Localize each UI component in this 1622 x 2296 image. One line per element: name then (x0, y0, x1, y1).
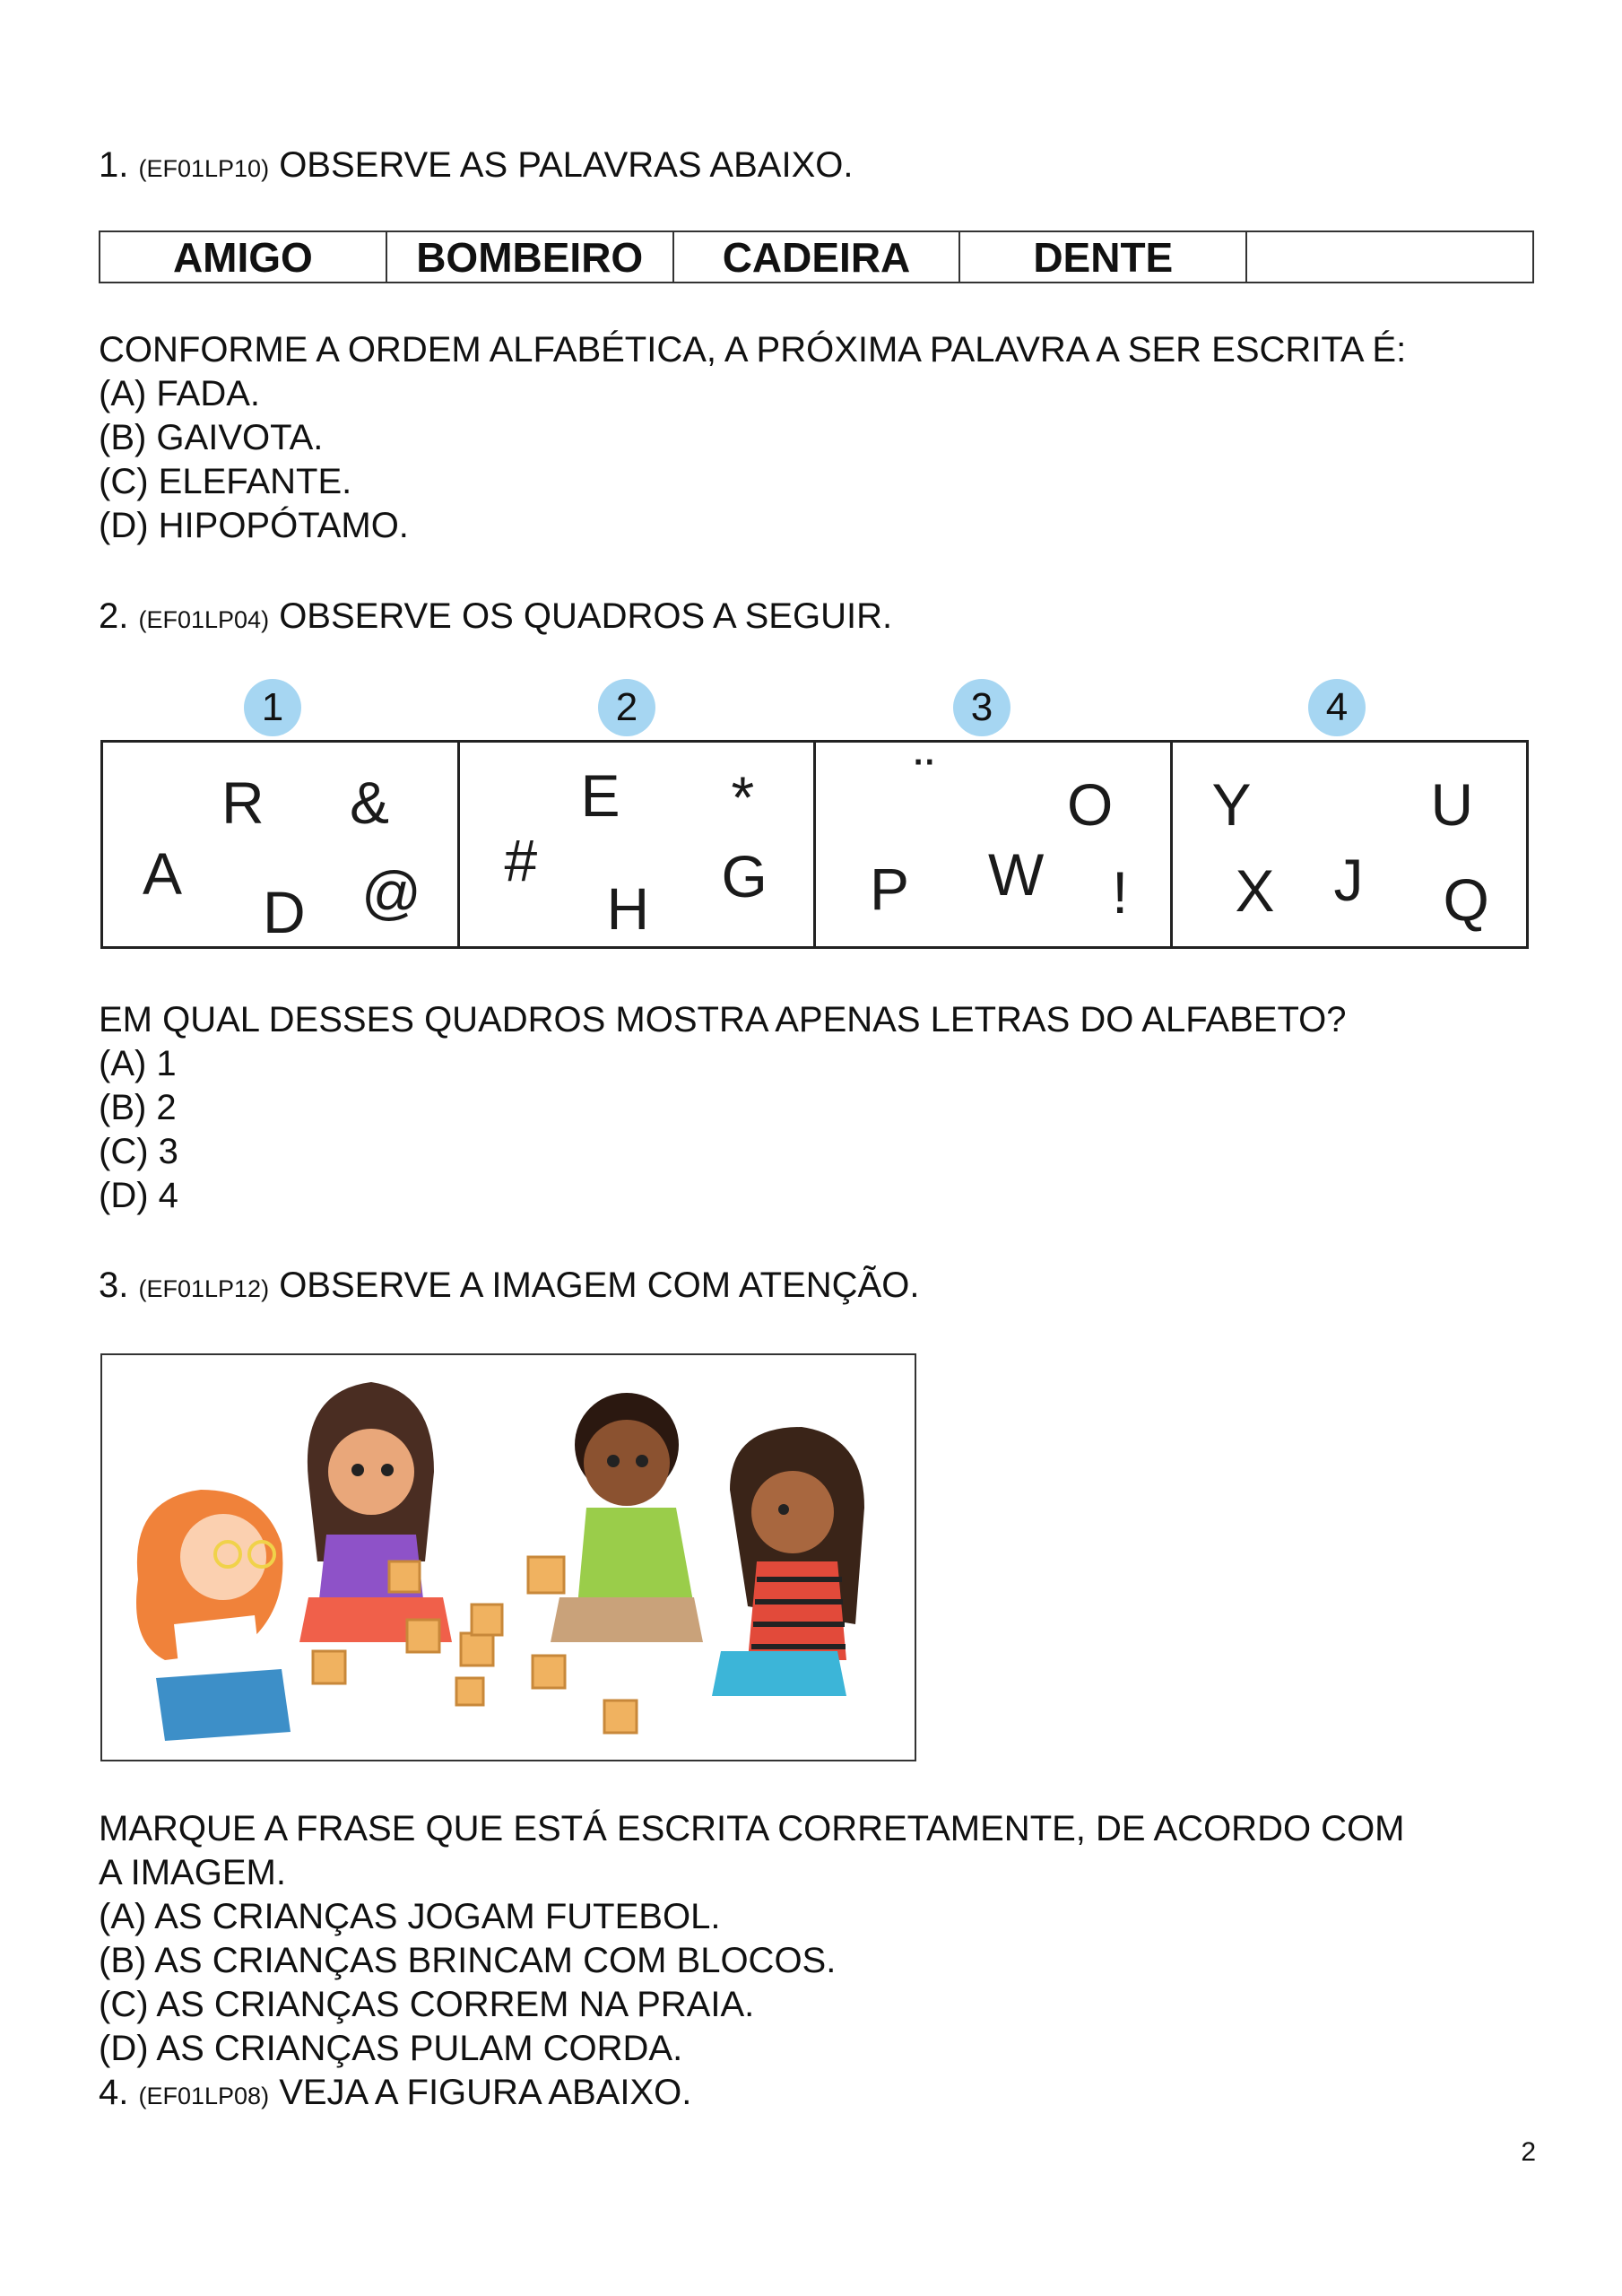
q2-number: 2. (99, 596, 129, 636)
q4-code: (EF01LP08) (138, 2083, 270, 2109)
girl-purple-shirt (299, 1382, 452, 1642)
q1-heading (99, 144, 853, 191)
frame-glyph: D (263, 879, 306, 945)
frame-glyph: R (221, 770, 265, 836)
q3-prompt-line1: MARQUE A FRASE QUE ESTÁ ESCRITA CORRETAMENTE, DE ACORDO COM (99, 1809, 1405, 1848)
frame-2 (460, 743, 817, 946)
q2-option-b[interactable]: (B) 2 (99, 1088, 177, 1127)
frame-glyph: * (731, 764, 755, 831)
frame-glyph: O (1067, 771, 1114, 838)
children-playing-blocks-illustration (100, 1353, 916, 1761)
frame-badge-4: 4 (1308, 679, 1366, 736)
q3-option-a[interactable]: (A) AS CRIANÇAS JOGAM FUTEBOL. (99, 1897, 721, 1936)
q1-code: (EF01LP10) (138, 155, 270, 182)
q1-prompt: CONFORME A ORDEM ALFABÉTICA, A PRÓXIMA PALAVRA A SER ESCRITA É: (99, 330, 1407, 370)
q2-heading (99, 595, 892, 642)
frame-glyph: G (721, 843, 768, 909)
q3-number: 3. (99, 1265, 129, 1305)
frame-badge-2: 2 (598, 679, 655, 736)
word-cell-empty (1247, 232, 1532, 282)
q2-option-d[interactable]: (D) 4 (99, 1176, 178, 1215)
symbol-frames (100, 740, 1529, 949)
frame-glyph: Q (1443, 866, 1489, 933)
frame-glyph: # (504, 827, 538, 893)
frame-glyph: ¨ (915, 746, 934, 813)
children-illustration-svg (102, 1355, 915, 1760)
q3-title: OBSERVE A IMAGEM COM ATENÇÃO. (279, 1265, 920, 1305)
q1-option-d[interactable]: (D) HIPOPÓTAMO. (99, 506, 409, 545)
q2-option-a[interactable]: (A) 1 (99, 1044, 177, 1083)
q3-heading (99, 1264, 919, 1311)
frame-glyph: & (350, 770, 390, 836)
frame-glyph: A (143, 840, 183, 907)
frame-glyph: ! (1112, 859, 1129, 926)
word-cell: BOMBEIRO (387, 232, 674, 282)
page-number: 2 (1521, 2137, 1536, 2167)
frame-glyph: @ (361, 859, 421, 926)
q1-title: OBSERVE AS PALAVRAS ABAIXO. (279, 145, 854, 185)
frame-glyph: P (870, 856, 910, 922)
q2-title: OBSERVE OS QUADROS A SEGUIR. (279, 596, 893, 636)
q3-code: (EF01LP12) (138, 1275, 270, 1302)
q1-option-c[interactable]: (C) ELEFANTE. (99, 462, 352, 501)
word-cell: AMIGO (100, 232, 387, 282)
frame-badge-3: 3 (953, 679, 1010, 736)
q2-option-c[interactable]: (C) 3 (99, 1132, 178, 1171)
frame-glyph: W (988, 841, 1045, 908)
frame-glyph: H (606, 875, 650, 942)
q3-option-c[interactable]: (C) AS CRIANÇAS CORREM NA PRAIA. (99, 1985, 755, 2024)
frame-glyph: Y (1211, 771, 1252, 838)
frame-glyph: X (1235, 857, 1275, 924)
frame-badge-1: 1 (244, 679, 301, 736)
frame-1 (103, 743, 460, 946)
word-table (99, 230, 1534, 283)
word-cell: DENTE (960, 232, 1247, 282)
q3-prompt-line2: A IMAGEM. (99, 1853, 286, 1892)
frame-4 (1173, 743, 1527, 946)
q4-title: VEJA A FIGURA ABAIXO. (279, 2073, 692, 2112)
q1-number: 1. (99, 145, 129, 185)
q3-option-b[interactable]: (B) AS CRIANÇAS BRINCAM COM BLOCOS. (99, 1941, 837, 1980)
q4-heading (99, 2071, 691, 2118)
q2-prompt: EM QUAL DESSES QUADROS MOSTRA APENAS LETRAS DO ALFABETO? (99, 1000, 1347, 1039)
boy-green-shirt (551, 1393, 703, 1642)
girl-striped-shirt (712, 1427, 864, 1696)
q1-option-a[interactable]: (A) FADA. (99, 374, 261, 413)
frame-glyph: E (580, 762, 620, 829)
frame-glyph: J (1333, 847, 1364, 913)
q2-code: (EF01LP04) (138, 606, 270, 633)
girl-orange-hair (136, 1490, 291, 1741)
q3-option-d[interactable]: (D) AS CRIANÇAS PULAM CORDA. (99, 2029, 683, 2068)
word-cell: CADEIRA (674, 232, 961, 282)
frame-glyph: U (1430, 771, 1474, 838)
q1-option-b[interactable]: (B) GAIVOTA. (99, 418, 324, 457)
q4-number: 4. (99, 2073, 129, 2112)
frame-3 (816, 743, 1173, 946)
